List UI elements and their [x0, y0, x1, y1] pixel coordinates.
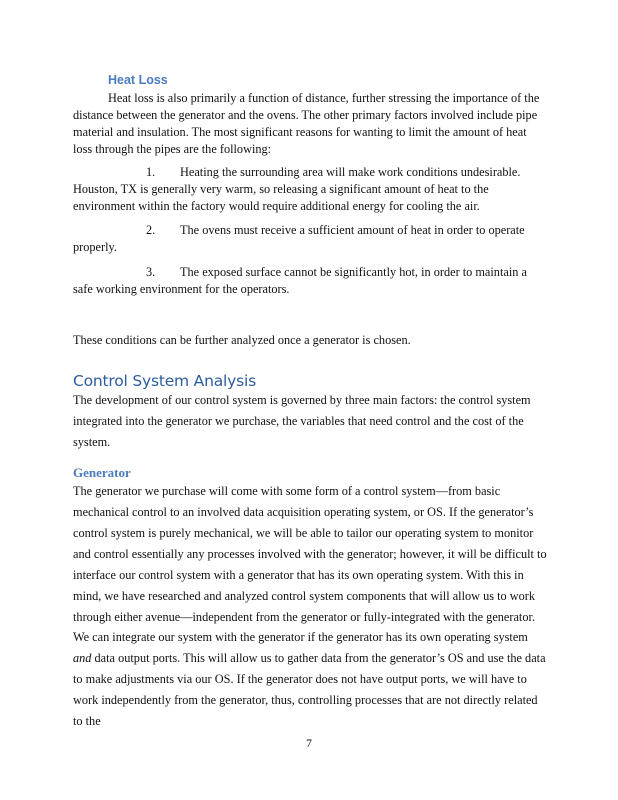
list-item-2-text: The ovens must receive a sufficient amount of heat in order to operate — [180, 223, 525, 237]
heat-loss-intro-rest: distance between the generator and the ovens. The other primary factors involved include pipe material and insulation. The most significant reasons for wanting to limit the amount of heat loss through the pipes are the following: — [73, 108, 538, 156]
control-system-intro: The development of our control system is governed by three main factors: the control system integrated into the generator we purchase, the variables that need control and the cost of the system. — [73, 393, 531, 449]
generator-paragraph-2 — [73, 627, 548, 732]
control-system-heading: Control System Analysis — [73, 372, 256, 390]
list-item-1-text: Heating the surrounding area will make work conditions undesirable. — [180, 165, 521, 179]
heat-loss-conclusion: These conditions can be further analyzed once a generator is chosen. — [73, 333, 411, 347]
generator-paragraph-1: The generator we purchase will come with some form of a control system—from basic mechanical control to an involved data acquisition operating system, or OS. If the generator’s control system is purely mechanical, we will be able to tailor our operating system to monitor and control essentially any processes involved with the generator; however, it will be difficult to interface our control system with a generator that has its own operating system. With this in mind, we have researched and analyzed control system components that will allow us to work through either avenue—independent from the generator or fully-integrated with the generator. — [73, 484, 547, 624]
list-item-1-rest: Houston, TX is generally very warm, so releasing a significant amount of heat to the environment within the factory would require additional energy for cooling the air. — [73, 182, 489, 213]
generator-paragraph-2-emphasis: and — [73, 651, 92, 665]
list-item-2-first-line — [146, 222, 546, 239]
list-item-3-text: The exposed surface cannot be significantly hot, in order to maintain a — [180, 265, 527, 279]
list-item-3-number: 3. — [146, 265, 156, 279]
list-item-3-first-line — [146, 264, 546, 281]
list-item-2-number: 2. — [146, 223, 156, 237]
heat-loss-heading: Heat Loss — [108, 73, 168, 87]
generator-paragraph-2-end: data output ports. This will allow us to gather data from the generator’s OS and use the data to make adjustments via our OS. If the generator does not have output ports, we will have to work independently from the generator, thus, controlling processes that are not directly related to the — [73, 651, 546, 728]
list-item-2-rest: properly. — [73, 240, 117, 254]
list-item-3-rest: safe working environment for the operators. — [73, 282, 290, 296]
heat-loss-intro-line1: Heat loss is also primarily a function of distance, further stressing the importance of the — [108, 91, 540, 105]
list-item-1-number: 1. — [146, 165, 156, 179]
page-number: 7 — [306, 736, 312, 750]
generator-paragraph-2-start: We can integrate our system with the generator if the generator has its own operating system — [73, 630, 528, 644]
list-item-1-first-line — [146, 164, 546, 181]
generator-heading: Generator — [73, 465, 131, 480]
